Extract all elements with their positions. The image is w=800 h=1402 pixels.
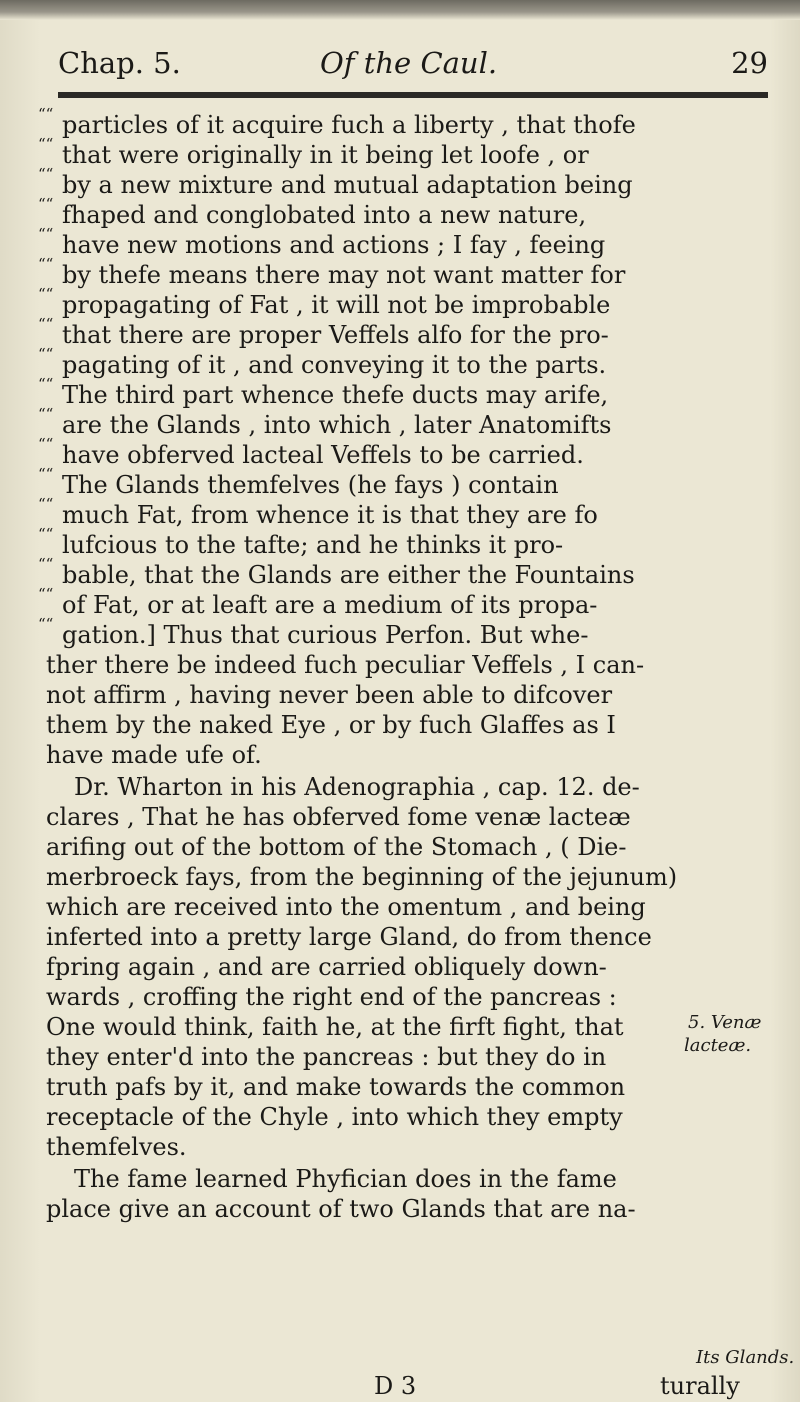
quote-mark: ““	[38, 615, 54, 633]
line-text: have obferved lacteal Veffels to be carried.	[62, 441, 584, 469]
line-text: they enter'd into the pancreas : but they do in	[46, 1043, 607, 1071]
signature-mark: D 3	[374, 1372, 417, 1400]
line-text: by thefe means there may not want matter for	[62, 261, 626, 289]
quote-mark: ““	[38, 195, 54, 213]
line-text: The Glands themfelves (he fays ) contain	[62, 471, 559, 499]
line-text: wards , croffing the right end of the pancreas :	[46, 983, 617, 1011]
line-text: Dr. Wharton in his Adenographia , cap. 12. de-	[74, 773, 640, 801]
line-text: The third part whence thefe ducts may arife,	[62, 381, 609, 409]
chapter-label: Chap. 5.	[58, 46, 181, 80]
line-text: bable, that the Glands are either the Fountains	[62, 561, 635, 589]
line-text: gation.] Thus that curious Perfon. But whe-	[62, 621, 589, 649]
line-text: receptacle of the Chyle , into which they empty	[46, 1103, 623, 1131]
quote-mark: ““	[38, 345, 54, 363]
quote-mark: ““	[38, 555, 54, 573]
line-text: inferted into a pretty large Gland, do from thence	[46, 923, 652, 951]
page-number: 29	[731, 46, 768, 80]
running-header	[58, 46, 768, 88]
line-text: much Fat, from whence it is that they are fo	[62, 501, 598, 529]
header-rule	[58, 92, 768, 98]
line-text: by a new mixture and mutual adaptation being	[62, 171, 633, 199]
catchword: turally	[660, 1372, 740, 1400]
quote-mark: ““	[38, 525, 54, 543]
margin-note-lacteae: lacteæ.	[684, 1035, 752, 1056]
line-text: that there are proper Veffels alfo for the pro-	[62, 321, 609, 349]
line-text: merbroeck fays, from the beginning of the jejunum)	[46, 863, 678, 891]
line-text: One would think, faith he, at the firft fight, that	[46, 1013, 624, 1041]
quote-mark: ““	[38, 225, 54, 243]
quote-mark: ““	[38, 465, 54, 483]
line-text: themfelves.	[46, 1133, 187, 1161]
quote-mark: ““	[38, 135, 54, 153]
line-text: clares , That he has obferved fome venæ lacteæ	[46, 803, 631, 831]
line-text: not affirm , having never been able to difcover	[46, 681, 613, 709]
quote-mark: ““	[38, 435, 54, 453]
quote-mark: ““	[38, 255, 54, 273]
line-text: are the Glands , into which , later Anatomifts	[62, 411, 612, 439]
line-text: truth pafs by it, and make towards the common	[46, 1073, 626, 1101]
page-top-edge	[0, 0, 800, 20]
quote-mark: ““	[38, 405, 54, 423]
line-text: arifing out of the bottom of the Stomach , ( Die-	[46, 833, 627, 861]
quote-mark: ““	[38, 165, 54, 183]
line-text: lufcious to the tafte; and he thinks it pro-	[62, 531, 564, 559]
line-text: ther there be indeed fuch peculiar Veffels , I can-	[46, 651, 645, 679]
quote-mark: ““	[38, 375, 54, 393]
line-text: The fame learned Phyfician does in the fame	[74, 1165, 617, 1193]
line-text: propagating of Fat , it will not be improbable	[62, 291, 611, 319]
margin-note-glands: Its Glands.	[696, 1347, 795, 1368]
margin-note-venae: 5. Venæ	[688, 1012, 762, 1033]
line-text: that were originally in it being let loofe , or	[62, 141, 589, 169]
line-text: have new motions and actions ; I fay , feeing	[62, 231, 606, 259]
line-text: fhaped and conglobated into a new nature,	[62, 201, 587, 229]
running-title: Of the Caul.	[320, 46, 498, 80]
quote-mark: ““	[38, 285, 54, 303]
line-text: pagating of it , and conveying it to the parts.	[62, 351, 607, 379]
line-text: have made ufe of.	[46, 741, 262, 769]
line-text: of Fat, or at leaft are a medium of its propa-	[62, 591, 598, 619]
quote-mark: ““	[38, 105, 54, 123]
line-text: particles of it acquire fuch a liberty , that thofe	[62, 111, 636, 139]
quote-mark: ““	[38, 315, 54, 333]
line-text: fpring again , and are carried obliquely down-	[46, 953, 607, 981]
line-text: which are received into the omentum , and being	[46, 893, 646, 921]
line-text: them by the naked Eye , or by fuch Glaffes as I	[46, 711, 616, 739]
line-text: place give an account of two Glands that are na-	[46, 1195, 636, 1223]
quote-mark: ““	[38, 585, 54, 603]
quote-mark: ““	[38, 495, 54, 513]
